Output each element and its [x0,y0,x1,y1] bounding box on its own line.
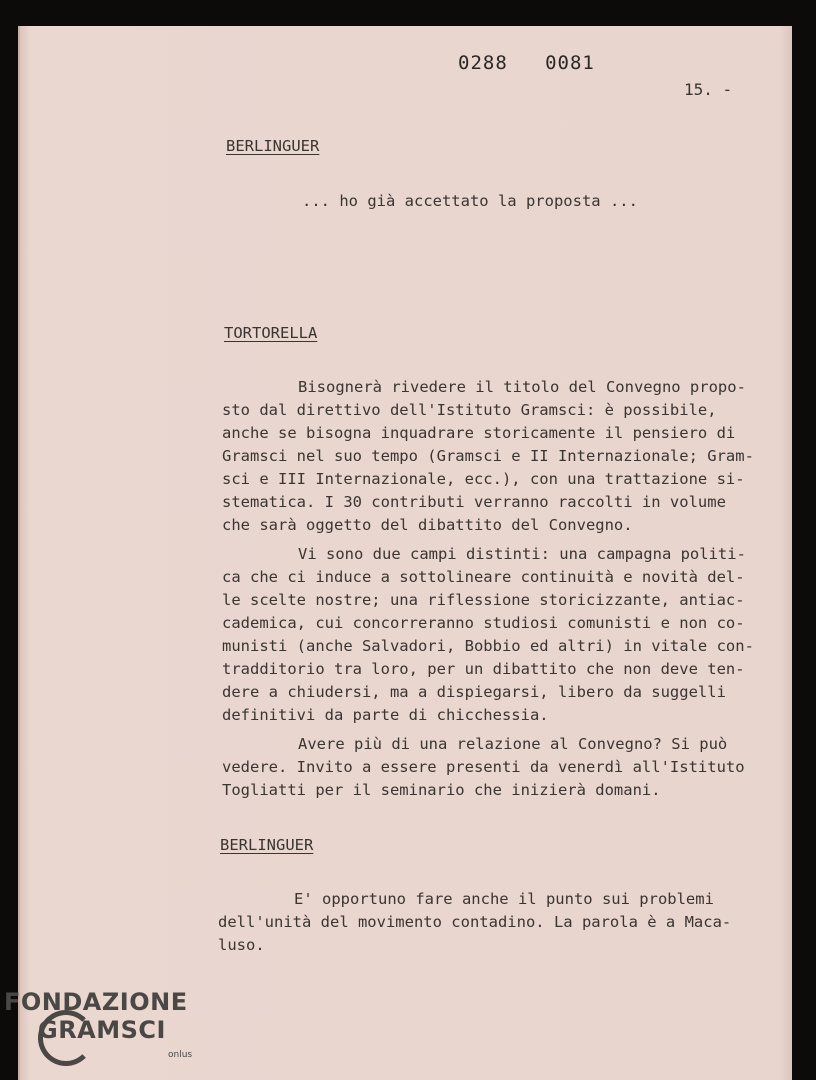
text-line: le scelte nostre; una riflessione storicizzante, antiac- [222,591,745,609]
text-line: che sarà oggetto del dibattito del Convegno. [222,516,633,534]
text-line: Gramsci nel suo tempo (Gramsci e II Internazionale; Gram- [222,447,754,465]
logo-line-2: GRAMSCI [38,1016,166,1044]
text-line: munisti (anche Salvadori, Bobbio ed altri) in vitale con- [222,637,754,655]
text-line: vedere. Invito a essere presenti da venerdì all'Istituto [222,758,745,776]
page-number: 15. - [684,80,733,99]
archive-code: 0288 0081 [458,52,595,74]
text-line: Avere più di una relazione al Convegno? Si può [298,735,728,753]
text-line: Togliatti per il seminario che inizierà domani. [222,781,661,799]
text-line: tradditorio tra loro, per un dibattito che non deve ten- [222,660,745,678]
text-line: cademica, cui concorreranno studiosi comunisti e non co- [222,614,745,632]
logo-line-1: FONDAZIONE [4,988,188,1016]
speaker-heading-2: TORTORELLA [224,324,318,342]
text-line: sto dal direttivo dell'Istituto Gramsci: è possibile, [222,401,717,419]
text-line: ca che ci induce a sottolineare continuità e novità del- [222,568,745,586]
text-line: sci e III Internazionale, ecc.), con una trattazione si- [222,470,745,488]
speaker-heading-3: BERLINGUER [220,836,314,854]
text-line: dell'unità del movimento contadino. La parola è a Maca- [218,913,732,931]
text-line: anche se bisogna inquadrare storicamente il pensiero di [222,424,736,442]
logo-line-3: onlus [168,1050,193,1060]
text-line: Bisognerà rivedere il titolo del Convegno propo- [298,378,746,396]
text-line: E' opportuno fare anche il punto sui problemi [294,890,714,908]
text-line: dere a chiudersi, ma a dispiegarsi, libero da suggelli [222,683,726,701]
text-line: definitivi da parte di chicchessia. [222,706,549,724]
text-line: stematica. I 30 contributi verranno raccolti in volume [222,493,726,511]
text-line: luso. [218,936,265,954]
text-line: Vi sono due campi distinti: una campagna politi- [298,545,746,563]
text-line: ... ho già accettato la proposta ... [302,192,638,210]
speaker-heading-1: BERLINGUER [226,137,320,155]
